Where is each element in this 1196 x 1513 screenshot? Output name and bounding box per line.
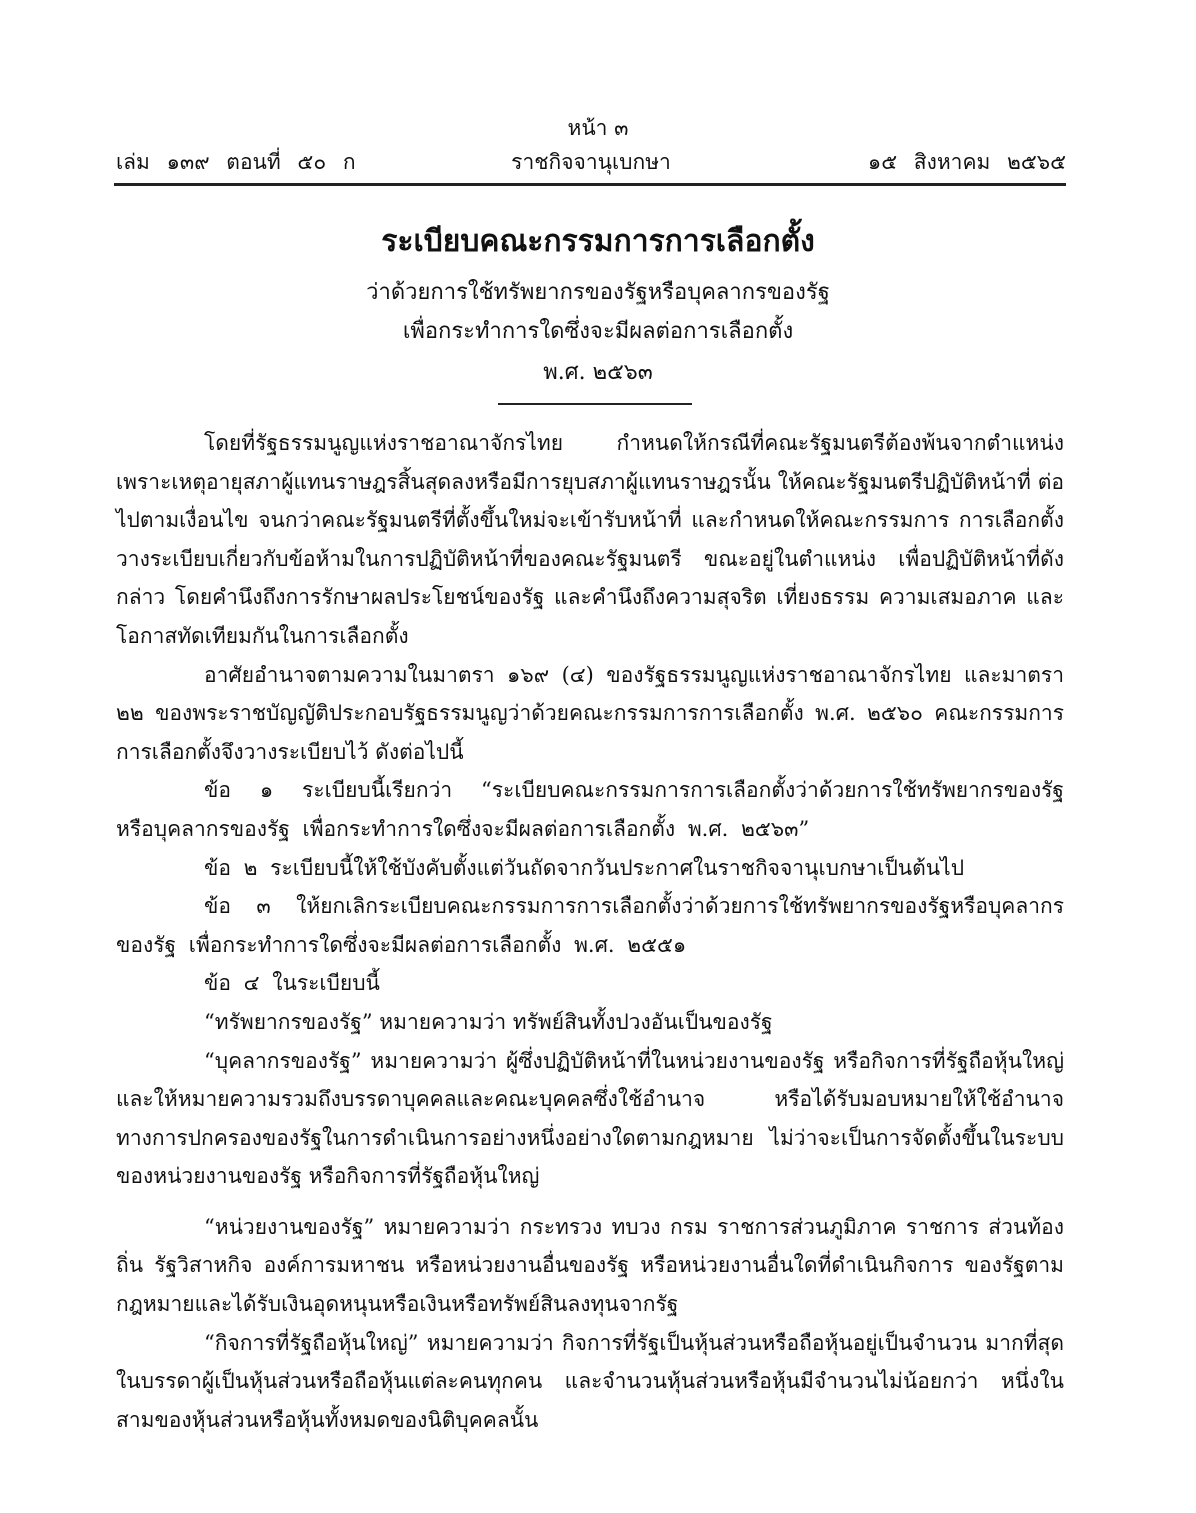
document-year: พ.ศ. ๒๕๖๓: [543, 360, 653, 385]
document-body: [116, 424, 1064, 1439]
definition-state-enterprise: “กิจการที่รัฐถือหุ้นใหญ่” หมายความว่า กิจการที่รัฐเป็นหุ้นส่วนหรือถือหุ้นอยู่เป็นจำนวน มากที่สุดในบรรดาผู้เป็นหุ้นส่วนหรือถือหุ้นแต่ละคนทุกคน และจำนวนหุ้นส่วนหรือหุ้นมีจำนวนไม่น้อยกว่า หนึ่งในสามของหุ้นส่วนหรือหุ้นทั้งหมดของนิติบุคคลนั้น: [116, 1330, 1064, 1432]
gazette-header: [116, 146, 1066, 180]
document-title: ระเบียบคณะกรรมการการเลือกตั้ง: [381, 224, 815, 259]
document-subtitle-2: เพื่อกระทำการใดซึ่งจะมีผลต่อการเลือกตั้ง: [402, 319, 794, 344]
definition-state-agency: “หน่วยงานของรัฐ” หมายความว่า กระทรวง ทบวง กรม ราชการส่วนภูมิภาค ราชการ ส่วนท้องถิ่น รัฐวิสาหกิจ องค์การมหาชน หรือหน่วยงานอื่นของรัฐ หรือหน่วยงานอื่นใดที่ดำเนินกิจการ ของรัฐตามกฎหมายและได้รับเงินอุดหนุนหรือเงินหรือทรัพย์สินลงทุนจากรัฐ: [116, 1214, 1064, 1317]
paragraph-gap: [116, 1196, 1064, 1208]
title-divider: [498, 403, 692, 405]
definition-state-resources: “ทรัพยากรของรัฐ” หมายความว่า ทรัพย์สินทั้งปวงอันเป็นของรัฐ: [204, 1009, 773, 1034]
header-divider: [114, 183, 1066, 186]
clause-3: ข้อ ๓ ให้ยกเลิกระเบียบคณะกรรมการการเลือกตั้งว่าด้วยการใช้ทรัพยากรของรัฐหรือบุคลากร ของรัฐ เพื่อกระทำการใดซึ่งจะมีผลต่อการเลือกตั้ง พ.ศ. ๒๕๕๑: [116, 894, 1064, 957]
authority-paragraph: อาศัยอำนาจตามความในมาตรา ๑๖๙ (๔) ของรัฐธรรมนูญแห่งราชอาณาจักรไทย และมาตรา ๒๒ ของพระราชบัญญัติประกอบรัฐธรรมนูญว่าด้วยคณะกรรมการการเลือกตั้ง พ.ศ. ๒๕๖๐ คณะกรรมการ การเลือกตั้งจึงวางระเบียบไว้ ดังต่อไปนี้: [116, 662, 1064, 764]
clause-1: ข้อ ๑ ระเบียบนี้เรียกว่า “ระเบียบคณะกรรมการการเลือกตั้งว่าด้วยการใช้ทรัพยากรของรัฐ หรือบุคลากรของรัฐ เพื่อกระทำการใดซึ่งจะมีผลต่อการเลือกตั้ง พ.ศ. ๒๕๖๓”: [116, 778, 1064, 841]
page-number: หน้า ๓: [567, 116, 629, 140]
clause-2: ข้อ ๒ ระเบียบนี้ให้ใช้บังคับตั้งแต่วันถัดจากวันประกาศในราชกิจจานุเบกษาเป็นต้นไป: [204, 855, 965, 880]
definition-state-personnel: “บุคลากรของรัฐ” หมายความว่า ผู้ซึ่งปฏิบัติหน้าที่ในหน่วยงานของรัฐ หรือกิจการที่รัฐถือหุ้นใหญ่ และให้หมายความรวมถึงบรรดาบุคคลและคณะบุคคลซึ่งใช้อำนาจ หรือได้รับมอบหมายให้ใช้อำนาจ ทางการปกครองของรัฐในการดำเนินการอย่างหนึ่งอย่างใดตามกฎหมาย ไม่ว่าจะเป็นการจัดตั้งขึ้นในระบบ ของหน่วยงานของรัฐ หรือกิจการที่รัฐถือหุ้นใหญ่: [116, 1048, 1064, 1189]
gazette-name: ราชกิจจานุเบกษา: [511, 150, 671, 174]
clause-4: ข้อ ๔ ในระเบียบนี้: [204, 971, 380, 996]
volume-issue: เล่ม ๑๓๙ ตอนที่ ๕๐ ก: [116, 150, 356, 174]
publication-date: ๑๕ สิงหาคม ๒๕๖๕: [867, 150, 1066, 174]
preamble-paragraph: โดยที่รัฐธรรมนูญแห่งราชอาณาจักรไทย กำหนดให้กรณีที่คณะรัฐมนตรีต้องพ้นจากตำแหน่ง เพราะเหตุอายุสภาผู้แทนราษฎรสิ้นสุดลงหรือมีการยุบสภาผู้แทนราษฎรนั้น ให้คณะรัฐมนตรีปฏิบัติหน้าที่ ต่อไปตามเงื่อนไข จนกว่าคณะรัฐมนตรีที่ตั้งขึ้นใหม่จะเข้ารับหน้าที่ และกำหนดให้คณะกรรมการ การเลือกตั้งวางระเบียบเกี่ยวกับข้อห้ามในการปฏิบัติหน้าที่ของคณะรัฐมนตรี ขณะอยู่ในตำแหน่ง เพื่อปฏิบัติหน้าที่ดังกล่าว โดยคำนึงถึงการรักษาผลประโยชน์ของรัฐ และคำนึงถึงความสุจริต เที่ยงธรรม ความเสมอภาค และโอกาสทัดเทียมกันในการเลือกตั้ง: [116, 431, 1064, 648]
document-subtitle-1: ว่าด้วยการใช้ทรัพยากรของรัฐหรือบุคลากรของรัฐ: [366, 280, 830, 305]
